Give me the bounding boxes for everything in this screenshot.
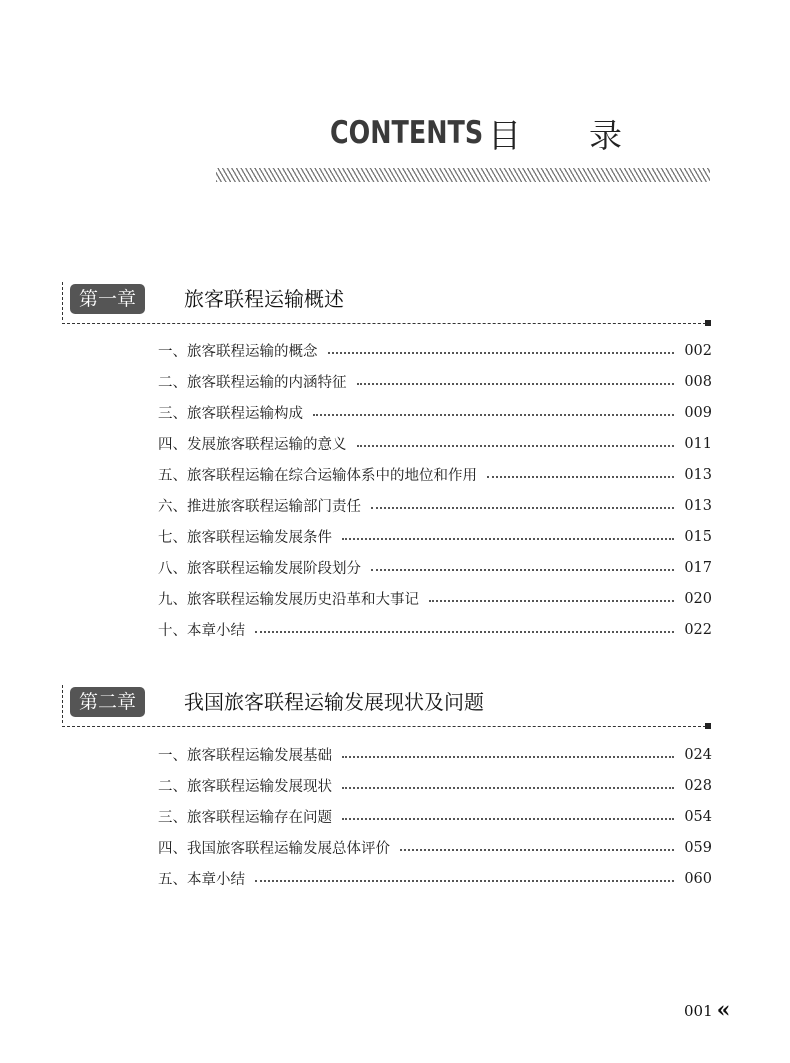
toc-leader-dots: [371, 507, 674, 509]
toc-leader-dots: [357, 383, 675, 385]
toc-entry-title: 五、本章小结: [158, 872, 245, 888]
toc-leader-dots: [313, 414, 674, 416]
toc-entry[interactable]: [158, 521, 712, 552]
toc-entry-title: 九、旅客联程运输发展历史沿革和大事记: [158, 592, 419, 608]
toc-entry[interactable]: [158, 863, 712, 894]
chapter-1-toc-list: [158, 335, 712, 645]
toc-entry[interactable]: [158, 832, 712, 863]
toc-entry-title: 十、本章小结: [158, 623, 245, 639]
toc-entry-page: 022: [684, 621, 712, 638]
chapter-2-title: 我国旅客联程运输发展现状及问题: [184, 690, 484, 714]
toc-entry-page: 011: [684, 435, 712, 452]
chapter-2-vertical-rule: [62, 685, 63, 723]
toc-entry-title: 四、我国旅客联程运输发展总体评价: [158, 841, 390, 857]
chapter-1-rule-end-mark: [705, 320, 711, 326]
toc-leader-dots: [342, 538, 674, 540]
toc-leader-dots: [371, 569, 674, 571]
toc-leader-dots: [487, 476, 674, 478]
toc-leader-dots: [357, 445, 675, 447]
toc-entry[interactable]: [158, 459, 712, 490]
toc-entry[interactable]: [158, 552, 712, 583]
toc-entry[interactable]: [158, 614, 712, 645]
toc-entry-title: 四、发展旅客联程运输的意义: [158, 437, 347, 453]
chapter-2-badge: 第二章: [70, 687, 145, 717]
toc-entry[interactable]: [158, 397, 712, 428]
toc-entry[interactable]: [158, 366, 712, 397]
toc-entry-title: 三、旅客联程运输存在问题: [158, 810, 332, 826]
contents-heading: [330, 108, 690, 158]
toc-leader-dots: [342, 756, 674, 758]
toc-entry-title: 一、旅客联程运输发展基础: [158, 748, 332, 764]
toc-entry[interactable]: [158, 428, 712, 459]
toc-entry-title: 七、旅客联程运输发展条件: [158, 530, 332, 546]
toc-entry-title: 一、旅客联程运输的概念: [158, 344, 318, 360]
toc-leader-dots: [342, 787, 674, 789]
toc-entry-page: 060: [684, 870, 712, 887]
toc-entry[interactable]: [158, 490, 712, 521]
chapter-1-badge: 第一章: [70, 284, 145, 314]
toc-leader-dots: [255, 631, 674, 633]
toc-entry-page: 015: [684, 528, 712, 545]
header-hatch-rule: [216, 168, 710, 182]
chapter-2-toc-list: [158, 739, 712, 894]
chapter-1-vertical-rule: [62, 282, 63, 320]
toc-entry-title: 三、旅客联程运输构成: [158, 406, 303, 422]
page-number-value: 001: [684, 1002, 713, 1020]
toc-entry-page: 024: [684, 746, 712, 763]
toc-entry-page: 020: [684, 590, 712, 607]
toc-leader-dots: [400, 849, 674, 851]
toc-entry-page: 009: [684, 404, 712, 421]
toc-entry-title: 八、旅客联程运输发展阶段划分: [158, 561, 361, 577]
toc-entry[interactable]: [158, 335, 712, 366]
toc-entry-page: 013: [684, 466, 712, 483]
page-number: [684, 996, 730, 1022]
contents-title-cn: 目录: [488, 115, 690, 155]
toc-entry-page: 002: [684, 342, 712, 359]
chapter-1-header: [62, 280, 712, 320]
chapter-2-rule-end-mark: [705, 723, 711, 729]
toc-entry-page: 008: [684, 373, 712, 390]
toc-entry-page: 054: [684, 808, 712, 825]
toc-entry[interactable]: [158, 801, 712, 832]
toc-entry[interactable]: [158, 739, 712, 770]
toc-leader-dots: [255, 880, 674, 882]
toc-entry[interactable]: [158, 770, 712, 801]
toc-entry-page: 013: [684, 497, 712, 514]
contents-title-en: CONTENTS: [330, 115, 484, 151]
toc-entry-title: 五、旅客联程运输在综合运输体系中的地位和作用: [158, 468, 477, 484]
toc-entry-title: 六、推进旅客联程运输部门责任: [158, 499, 361, 515]
toc-leader-dots: [429, 600, 674, 602]
toc-entry-title: 二、旅客联程运输发展现状: [158, 779, 332, 795]
chapter-1-dashed-rule: [62, 323, 706, 324]
toc-entry-page: 059: [684, 839, 712, 856]
toc-entry-title: 二、旅客联程运输的内涵特征: [158, 375, 347, 391]
double-chevron-left-icon: «: [716, 997, 731, 1023]
toc-entry[interactable]: [158, 583, 712, 614]
chapter-2-dashed-rule: [62, 726, 706, 727]
chapter-1-title: 旅客联程运输概述: [184, 287, 344, 311]
toc-leader-dots: [328, 352, 675, 354]
toc-entry-page: 028: [684, 777, 712, 794]
chapter-2-header: [62, 683, 712, 723]
toc-entry-page: 017: [684, 559, 712, 576]
toc-leader-dots: [342, 818, 674, 820]
